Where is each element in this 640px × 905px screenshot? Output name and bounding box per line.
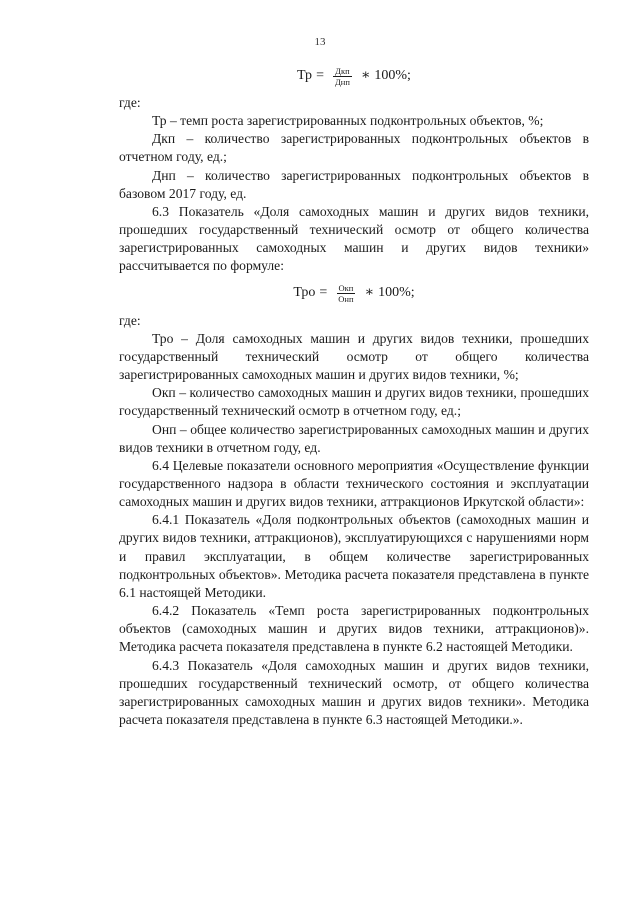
paragraph-6-4-2: 6.4.2 Показатель «Темп роста зарегистрированных подконтрольных объектов (самоходных машин и других видов техники, аттракционов)». Методика расчета показателя представлена в пункте 6.2 настоящей Методики. [119, 603, 589, 655]
definition-dkp: Дкп – количество зарегистрированных подконтрольных объектов в отчетном году, ед.; [119, 131, 589, 165]
formula-numerator: Дкп [335, 65, 350, 76]
page-number: 13 [314, 36, 326, 48]
definition-tr: Тр – темп роста зарегистрированных подконтрольных объектов, %; [152, 113, 544, 129]
where-label: где: [119, 312, 141, 328]
multiply-sign: ∗ [360, 67, 371, 83]
formula-fraction [336, 283, 355, 304]
definition-okp: Окп – количество самоходных машин и других видов техники, прошедших государственный технический осмотр в отчетном году, ед.; [119, 385, 589, 419]
formula-inspection-share [119, 276, 589, 312]
formula-denominator: Днп [334, 76, 350, 87]
where-label: где: [119, 95, 141, 110]
formula-lhs: Тр [297, 67, 313, 83]
formula-growth-rate [119, 58, 589, 94]
formula-factor: 100%; [374, 67, 411, 83]
paragraph-6-4: 6.4 Целевые показатели основного мероприятия «Осуществление функции государственного надзора в области технического состояния и эксплуатации самоходных машин и других видов техники, аттракционов Иркутской области»: [119, 457, 589, 510]
formula-numerator: Окп [338, 283, 354, 294]
definition-tro: Тро – Доля самоходных машин и других видов техники, прошедших государственный технический осмотр от общего количества зарегистрированных самоходных машин и других видов техники, %; [119, 330, 589, 383]
equals-sign: = [319, 285, 328, 301]
formula-factor: 100%; [378, 285, 415, 301]
formula-lhs: Тро [293, 285, 316, 301]
paragraph-6-3: 6.3 Показатель «Доля самоходных машин и других видов техники, прошедших государственный технический осмотр от общего количества зарегистрированных самоходных машин и других видов техники» рассчитывается по формуле: [119, 203, 589, 274]
formula-denominator: Онп [338, 294, 354, 305]
document-body [119, 58, 589, 729]
multiply-sign: ∗ [364, 285, 375, 301]
paragraph-6-4-3: 6.4.3 Показатель «Доля самоходных машин и других видов техники, прошедших государственный технический осмотр, от общего количества зарегистрированных самоходных машин и других видов техники». Методика расчета показателя представлена в пункте 6.3 настоящей Методики.». [119, 657, 589, 727]
equals-sign: = [316, 67, 324, 83]
formula-fraction [333, 66, 352, 87]
paragraph-6-4-1: 6.4.1 Показатель «Доля подконтрольных объектов (самоходных машин и других видов техники, аттракционов), эксплуатирующихся с нарушениями норм и правил эксплуатации, в общем количестве зарегистрированных подконтрольных объектов». Методика расчета показателя представлена в пункте 6.1 настоящей Методики. [119, 512, 589, 600]
definition-onp: Онп – общее количество зарегистрированных самоходных машин и других видов техники в отчетном году, ед. [119, 421, 589, 455]
definition-dnp: Днп – количество зарегистрированных подконтрольных объектов в базовом 2017 году, ед. [119, 167, 589, 201]
